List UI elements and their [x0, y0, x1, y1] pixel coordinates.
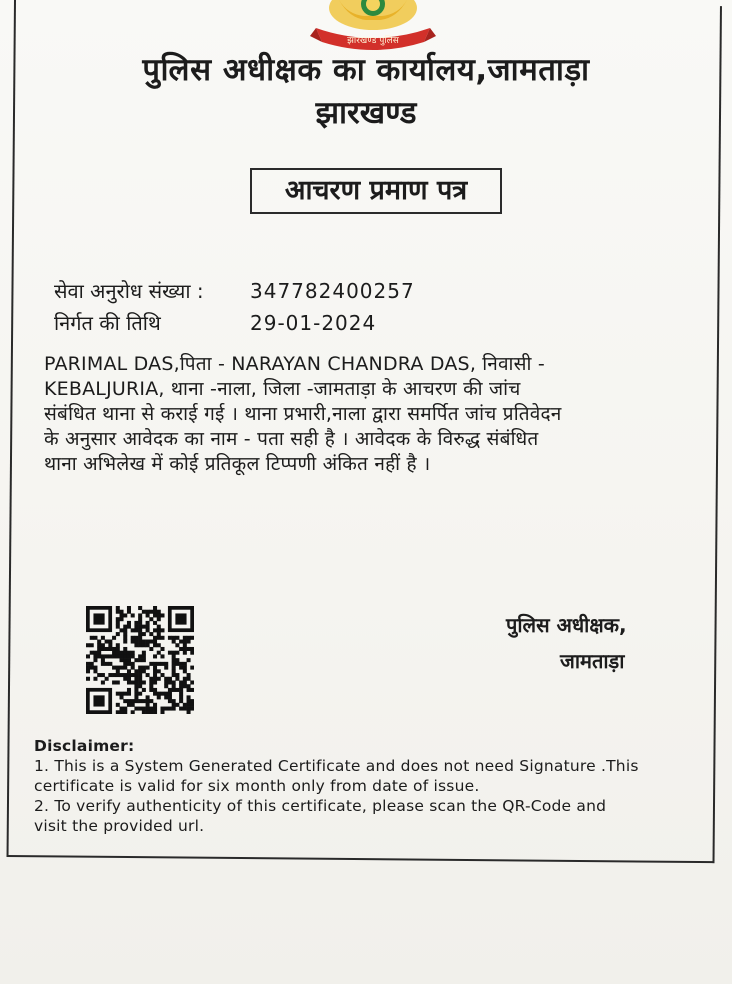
- service-request-label: सेवा अनुरोध संख्या :: [54, 279, 204, 303]
- signatory-designation: पुलिस अधीक्षक,: [506, 613, 627, 637]
- certificate-body: [44, 352, 716, 477]
- certificate-title: आचरण प्रमाण पत्र: [250, 168, 502, 214]
- state-title: झारखण्ड: [315, 95, 417, 131]
- body-line: KEBALJURIA, थाना -नाला, जिला -जामताड़ा के आचरण की जांच: [44, 378, 521, 400]
- issue-date-value: 29-01-2024: [250, 311, 377, 335]
- body-line: संबंधित थाना से कराई गई । थाना प्रभारी,नाला द्वारा समर्पित जांच प्रतिवेदन: [44, 403, 562, 425]
- service-request-row: [54, 278, 415, 304]
- jharkhand-police-emblem: [308, 0, 438, 54]
- signatory-place: जामताड़ा: [560, 649, 625, 673]
- disclaimer-line: 1. This is a System Generated Certificate and does not need Signature .This: [34, 757, 639, 775]
- office-title: पुलिस अधीक्षक का कार्यालय,जामताड़ा: [142, 52, 590, 88]
- body-line: PARIMAL DAS,पिता - NARAYAN CHANDRA DAS, निवासी -: [44, 353, 545, 375]
- disclaimer-section: [34, 736, 704, 836]
- body-line: के अनुसार आवेदक का नाम - पता सही है । आवेदक के विरुद्ध संबंधित: [44, 428, 539, 450]
- service-request-number: 347782400257: [250, 279, 415, 303]
- disclaimer-title: Disclaimer:: [34, 737, 135, 755]
- issue-date-label: निर्गत की तिथि: [54, 311, 161, 335]
- disclaimer-line: 2. To verify authenticity of this certificate, please scan the QR-Code and: [34, 797, 607, 815]
- disclaimer-line: certificate is valid for six month only from date of issue.: [34, 777, 480, 795]
- disclaimer-line: visit the provided url.: [34, 817, 205, 835]
- body-line: थाना अभिलेख में कोई प्रतिकूल टिप्पणी अंकित नहीं है ।: [44, 453, 431, 475]
- issue-date-row: [54, 310, 377, 336]
- verification-qr-code[interactable]: [86, 606, 194, 714]
- emblem-banner-text: झारखण्ड पुलिस: [347, 36, 399, 46]
